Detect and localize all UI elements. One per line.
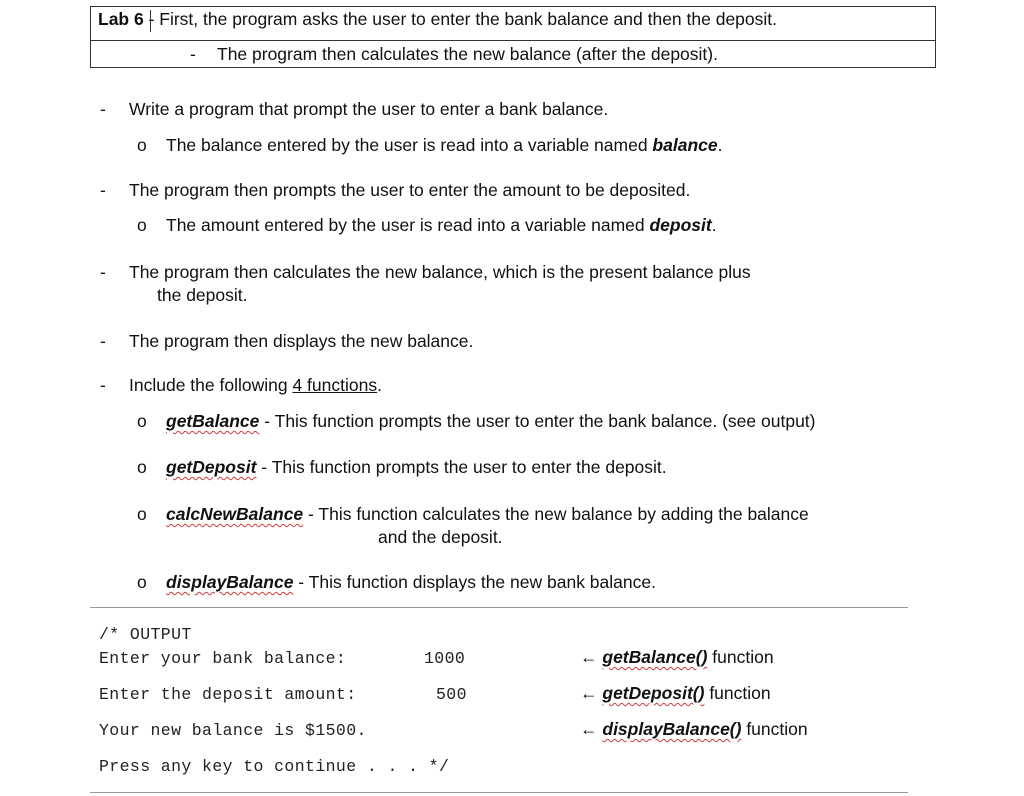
bullet: o — [137, 135, 147, 155]
output-annotation: ← getDeposit() function — [580, 683, 771, 703]
step-1a-text: The balance entered by the user is read into a variable named balance. — [166, 135, 723, 155]
step-dash: - — [100, 99, 106, 119]
left-arrow-icon: ← — [580, 719, 598, 739]
function-displaybalance: displayBalance - This function displays the new bank balance. — [166, 572, 656, 592]
step-2a-text: The amount entered by the user is read into a variable named deposit. — [166, 215, 717, 235]
left-arrow-icon: ← — [580, 683, 598, 703]
header-intro: - First, the program asks the user to enter the bank balance and then the deposit. — [143, 9, 777, 29]
step-dash: - — [100, 262, 106, 282]
function-name: getBalance — [166, 411, 260, 431]
step-3-text-cont: the deposit. — [157, 285, 248, 305]
step-3-text: The program then calculates the new balance, which is the present balance plus — [129, 262, 751, 282]
output-annotation: ← displayBalance() function — [580, 719, 808, 739]
output-prompt: Enter the deposit amount: — [99, 685, 357, 704]
bullet: o — [137, 457, 147, 477]
function-name: getBalance() — [602, 647, 708, 667]
variable-deposit: deposit — [649, 215, 712, 235]
output-annotation: ← getBalance() function — [580, 647, 774, 667]
function-name: displayBalance() — [602, 719, 742, 739]
bullet: o — [137, 572, 147, 592]
output-prompt: Enter your bank balance: — [99, 649, 347, 668]
output-value: 1000 — [424, 649, 466, 668]
variable-balance: balance — [652, 135, 718, 155]
header-line-2: The program then calculates the new balance (after the deposit). — [217, 44, 718, 64]
header-divider — [90, 40, 935, 41]
function-name: calcNewBalance — [166, 504, 304, 524]
step-dash: - — [100, 180, 106, 200]
bullet: o — [137, 215, 147, 235]
output-footer: Press any key to continue . . . */ — [99, 757, 450, 776]
function-calcnewbalance-cont: and the deposit. — [378, 527, 503, 547]
step-4-text: The program then displays the new balance. — [129, 331, 474, 351]
function-calcnewbalance: calcNewBalance - This function calculates the new balance by adding the balance — [166, 504, 809, 524]
divider-bottom — [90, 792, 908, 793]
header-dash: - — [190, 44, 196, 64]
bullet: o — [137, 411, 147, 431]
step-5-text: Include the following 4 functions. — [129, 375, 382, 395]
output-result: Your new balance is $1500. — [99, 721, 367, 740]
divider-top — [90, 607, 908, 608]
output-header: /* OUTPUT — [99, 625, 192, 644]
output-value: 500 — [436, 685, 467, 704]
step-2-text: The program then prompts the user to enter the amount to be deposited. — [129, 180, 691, 200]
function-getbalance: getBalance - This function prompts the user to enter the bank balance. (see output) — [166, 411, 816, 431]
step-dash: - — [100, 331, 106, 351]
function-name: getDeposit — [166, 457, 257, 477]
left-arrow-icon: ← — [580, 647, 598, 667]
function-getdeposit: getDeposit - This function prompts the user to enter the deposit. — [166, 457, 667, 477]
step-dash: - — [100, 375, 106, 395]
function-name: displayBalance — [166, 572, 294, 592]
lab-title: Lab 6 — [98, 9, 144, 29]
step-1-text: Write a program that prompt the user to enter a bank balance. — [129, 99, 609, 119]
bullet: o — [137, 504, 147, 524]
header-line-1 — [98, 9, 777, 30]
four-functions-link: 4 functions — [292, 375, 378, 395]
function-name: getDeposit() — [602, 683, 705, 703]
